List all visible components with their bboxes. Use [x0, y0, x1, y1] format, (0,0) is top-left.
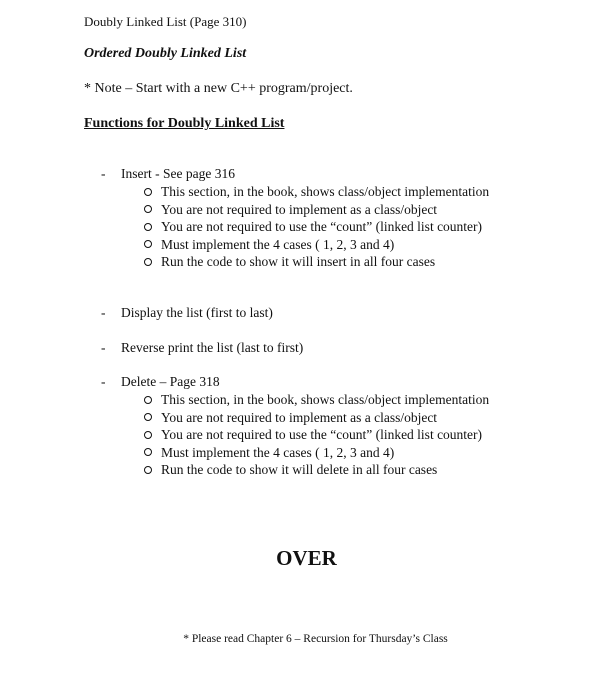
circle-bullet-icon — [144, 413, 152, 421]
circle-bullet-icon — [144, 396, 152, 404]
list-item-reverse — [101, 340, 303, 356]
sub-list-item-text: You are not required to use the “count” (linked list counter) — [161, 219, 483, 234]
section-title: Functions for Doubly Linked List — [84, 116, 285, 131]
dash-marker: - — [101, 166, 106, 181]
list-item-label: Insert - See page 316 — [121, 166, 235, 181]
sub-list-item — [144, 183, 489, 201]
sub-list-item — [144, 218, 489, 236]
document-subtitle: Ordered Doubly Linked List — [84, 46, 247, 61]
sub-list-item-text: Run the code to show it will delete in all four cases — [161, 462, 438, 477]
dash-marker: - — [101, 374, 106, 389]
sub-list-item — [144, 201, 489, 219]
circle-bullet-icon — [144, 466, 152, 474]
list-item-insert — [101, 166, 235, 182]
circle-bullet-icon — [144, 240, 152, 248]
sub-list-item — [144, 236, 489, 254]
footer-note: * Please read Chapter 6 – Recursion for Thursday’s Class — [183, 633, 448, 645]
sub-list-item-text: Must implement the 4 cases ( 1, 2, 3 and 4) — [161, 236, 395, 252]
sub-list-item — [144, 426, 489, 444]
circle-bullet-icon — [144, 258, 152, 266]
insert-sub-list — [144, 183, 489, 271]
dash-marker: - — [101, 305, 106, 320]
delete-sub-list — [144, 391, 489, 479]
sub-list-item-text: You are not required to implement as a class/object — [161, 409, 438, 425]
sub-list-item-text: You are not required to implement as a class/object — [161, 201, 438, 217]
list-item-display — [101, 305, 273, 321]
list-item-label: Reverse print the list (last to first) — [121, 340, 304, 355]
circle-bullet-icon — [144, 431, 152, 439]
circle-bullet-icon — [144, 448, 152, 456]
list-item-label: Delete – Page 318 — [121, 374, 220, 389]
circle-bullet-icon — [144, 223, 152, 231]
note-text: * Note – Start with a new C++ program/project. — [84, 81, 353, 96]
over-heading: OVER — [276, 546, 337, 570]
sub-list-item — [144, 409, 489, 427]
circle-bullet-icon — [144, 205, 152, 213]
sub-list-item-text: You are not required to use the “count” (linked list counter) — [161, 427, 483, 442]
list-item-delete — [101, 374, 220, 390]
sub-list-item-text: This section, in the book, shows class/object implementation — [161, 184, 490, 199]
sub-list-item — [144, 444, 489, 462]
page-header: Doubly Linked List (Page 310) — [84, 14, 247, 29]
sub-list-item-text: This section, in the book, shows class/object implementation — [161, 392, 490, 407]
sub-list-item — [144, 391, 489, 409]
sub-list-item-text: Must implement the 4 cases ( 1, 2, 3 and 4) — [161, 444, 395, 460]
dash-marker: - — [101, 340, 106, 355]
sub-list-item — [144, 461, 489, 479]
sub-list-item-text: Run the code to show it will insert in all four cases — [161, 254, 436, 269]
circle-bullet-icon — [144, 188, 152, 196]
sub-list-item — [144, 253, 489, 271]
list-item-label: Display the list (first to last) — [121, 305, 273, 320]
